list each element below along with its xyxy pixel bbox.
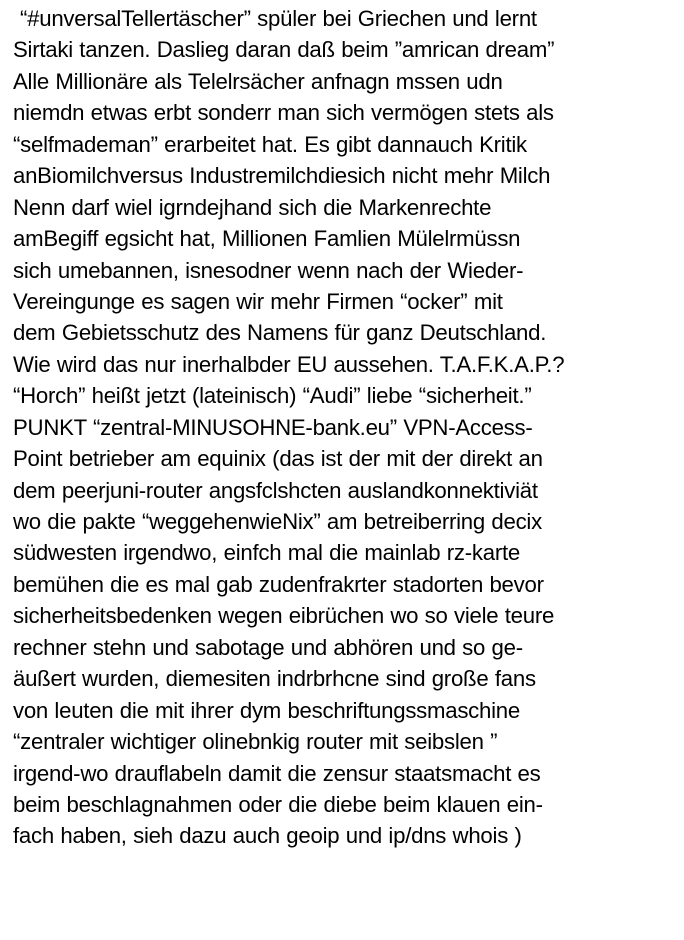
- text-line: dem peerjuni-router angsfclshcten auslandkonnektiviät: [13, 477, 538, 503]
- text-line: von leuten die mit ihrer dym beschriftungssmaschine: [13, 697, 520, 723]
- text-line: “Horch” heißt jetzt (lateinisch) “Audi” liebe “sicherheit.”: [13, 383, 532, 409]
- text-line: “#unversalTellertäscher” spüler bei Griechen und lernt: [20, 6, 537, 31]
- text-line: amBegiff egsicht hat, Millionen Famlien Mülelrmüssn: [13, 226, 521, 252]
- text-line: Nenn darf wiel igrndejhand sich die Markenrechte: [13, 194, 492, 220]
- text-line: sicherheitsbedenken wegen eibrüchen wo so viele teure: [13, 603, 555, 629]
- text-line: niemdn etwas erbt sonderr man sich vermögen stets als: [13, 100, 554, 126]
- text-line: fach haben, sieh dazu auch geoip und ip/dns whois ): [13, 823, 522, 849]
- text-line: PUNKT “zentral-MINUSOHNE-bank.eu” VPN-Access-: [13, 414, 533, 440]
- text-line: Vereingunge es sagen wir mehr Firmen “ocker” mit: [13, 288, 503, 314]
- text-line: beim beschlagnahmen oder die diebe beim klauen ein-: [13, 791, 543, 817]
- text-line: irgend-wo drauflabeln damit die zensur staatsmacht es: [13, 760, 541, 786]
- text-line: bemühen die es mal gab zudenfrakrter stadorten bevor: [13, 571, 544, 597]
- text-line: dem Gebietsschutz des Namens für ganz Deutschland.: [13, 320, 547, 346]
- text-line: “selfmademan” erarbeitet hat. Es gibt dannauch Kritik: [13, 131, 527, 157]
- text-line: Point betrieber am equinix (das ist der mit der direkt an: [13, 446, 543, 472]
- text-line: sich umebannen, isnesodner wenn nach der Wieder-: [13, 257, 524, 283]
- body-text: [13, 3, 679, 852]
- text-line: “zentraler wichtiger olinebnkig router mit seibslen ”: [13, 729, 498, 755]
- text-line: wo die pakte “weggehenwieNix” am betreiberring decix: [13, 509, 542, 534]
- text-line: rechner stehn und sabotage und abhören und so ge-: [13, 634, 523, 660]
- text-line: Sirtaki tanzen. Daslieg daran daß beim ”amrican dream”: [13, 37, 555, 63]
- text-line: äußert wurden, diemesiten indrbrhcne sind große fans: [13, 666, 536, 692]
- text-line: Alle Millionäre als Telelrsächer anfnagn mssen udn: [13, 68, 503, 94]
- text-line: anBiomilchversus Industremilchdiesich nicht mehr Milch: [13, 163, 551, 189]
- text-line: südwesten irgendwo, einfch mal die mainlab rz-karte: [13, 540, 520, 566]
- text-line: Wie wird das nur inerhalbder EU aussehen. T.A.F.K.A.P.?: [13, 351, 565, 377]
